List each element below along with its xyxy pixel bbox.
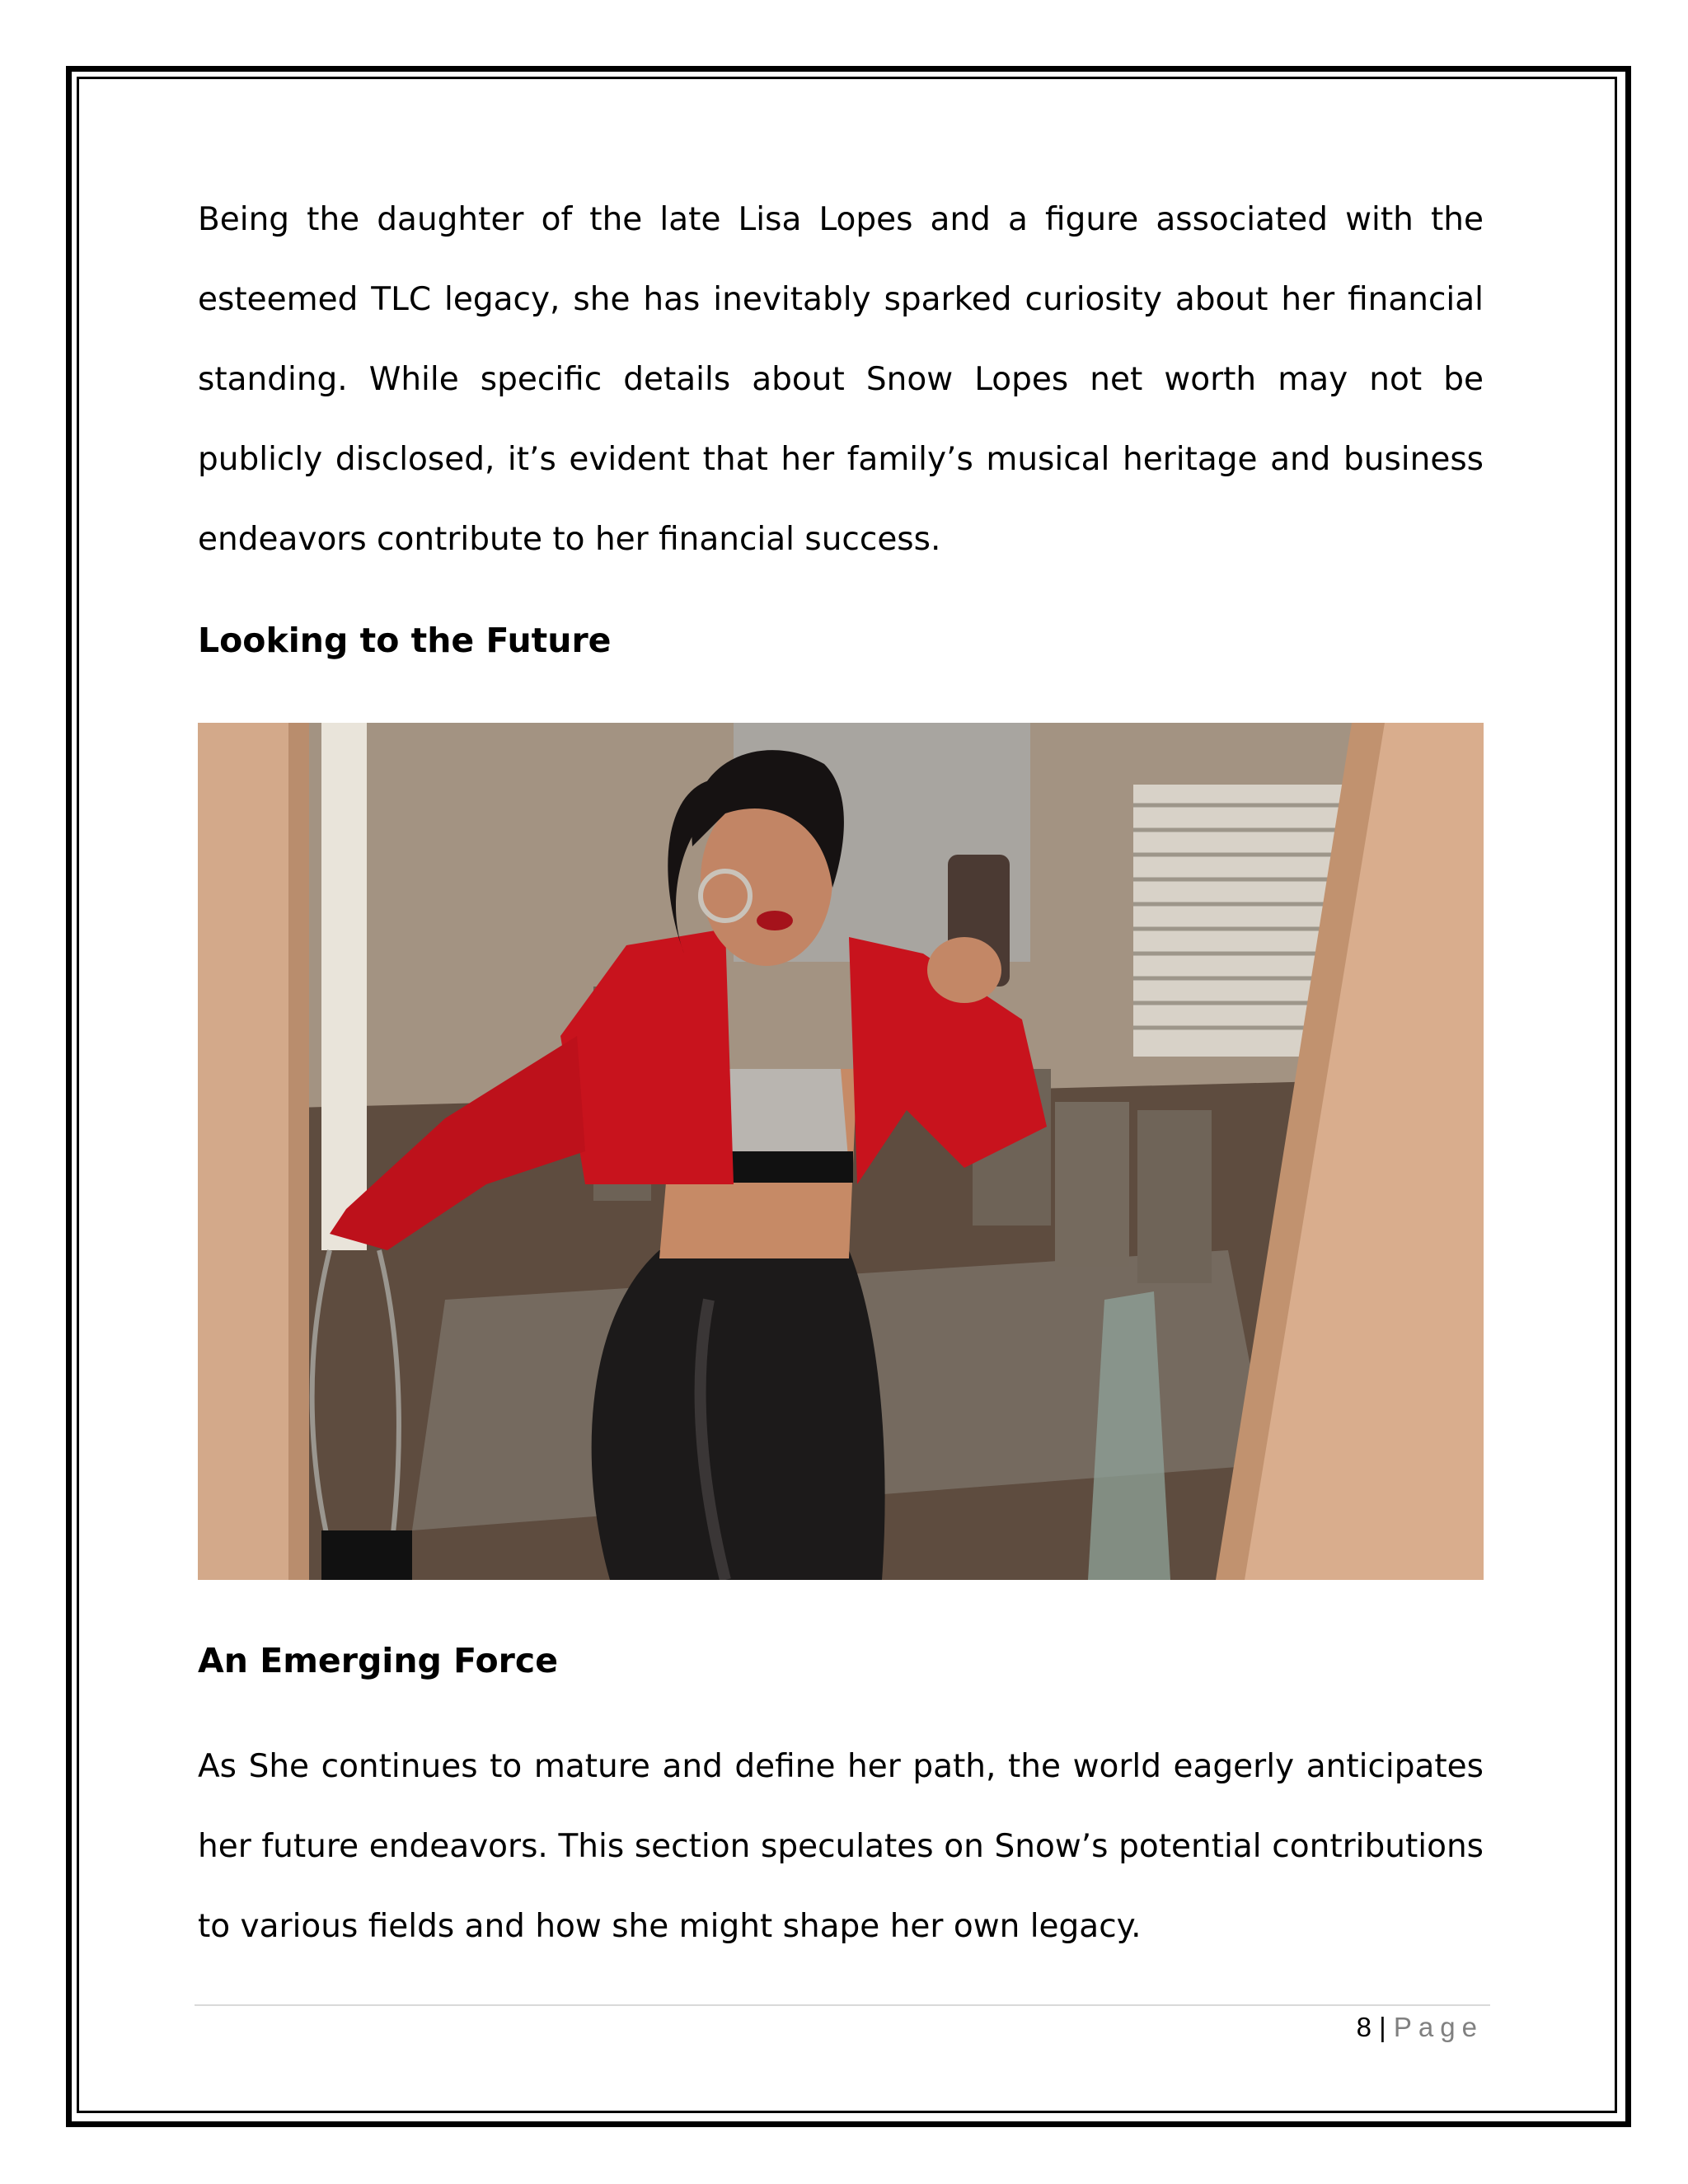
section-heading: An Emerging Force xyxy=(198,1641,559,1680)
footer-divider xyxy=(195,2004,1490,2006)
page-label: Page xyxy=(1393,2012,1484,2042)
page-footer xyxy=(1357,2009,1484,2046)
page-separator: | xyxy=(1379,2012,1386,2042)
mirror-selfie-photo xyxy=(198,723,1484,1580)
body-paragraph: Being the daughter of the late Lisa Lopes and a figure associated with the esteemed TLC legacy, she has inevitably sparked curiosity about her financial standing. While specific details about Snow Lopes net worth may not be publicly disclosed, it’s evident that her family’s musical heritage and business endeavors contribute to her financial success. xyxy=(198,201,1484,558)
page-number: 8 xyxy=(1356,2012,1372,2042)
section-heading: Looking to the Future xyxy=(198,621,612,660)
body-paragraph: As She continues to mature and define her path, the world eagerly anticipates her future endeavors. This section speculates on Snow’s potential contributions to various fields and how she might shape her own legacy. xyxy=(198,1748,1484,1945)
